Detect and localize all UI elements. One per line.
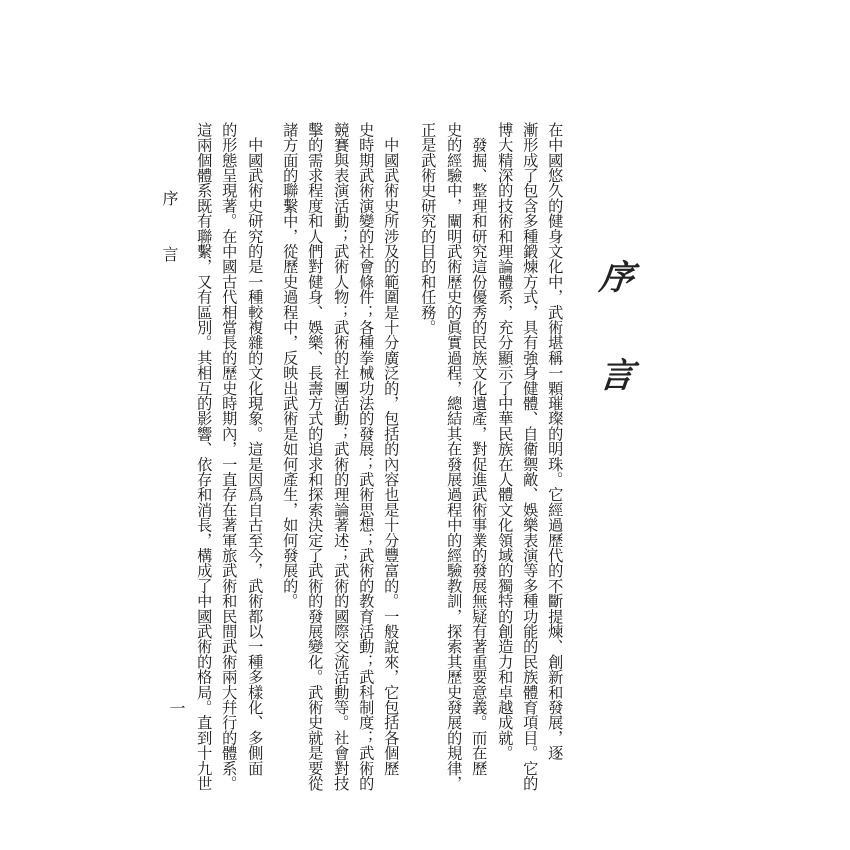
title-char-2: 言	[597, 356, 636, 396]
text-column-11: 諸方面的聯繫中，從歷史過程中，反映出武術是如何產生，如何發展的。	[281, 122, 300, 609]
page-number: 一	[167, 700, 186, 716]
text-column-4: 發掘、整理和研究這份優秀的民族文化遺產，對促進武術事業的發展無疑有著重要意義。而在歷	[470, 122, 489, 776]
text-column-2: 漸形成了包含多種鍛煉方式，具有強身健體、自衛禦敵、娛樂表演等多種功能的民族體育項目。它的	[521, 122, 540, 791]
text-column-8: 史時期武術演變的社會條件；各種拳械功法的發展；武術思想；武術的教育活動；武科制度；武術的	[357, 122, 376, 791]
text-column-1: 在中國悠久的健身文化中，武術堪稱一顆璀璨的明珠。它經過歷代的不斷提煉、創新和發展，逐	[546, 122, 565, 761]
text-column-13: 的形態呈現著。在中國古代相當長的歷史時期內，一直存在著軍旅武術和民間武術兩大幷行的體系。	[220, 122, 239, 791]
text-column-9: 競賽與表演活動；武術人物；武術的社團活動；武術的理論著述；武術的國際交流活動等。社會對技	[332, 122, 351, 791]
text-column-7: 中國武術史所涉及的範圍是十分廣泛的，包括的內容也是十分豐富的。一般說來，它包括各個歷	[382, 122, 401, 776]
title-char-1: 序	[597, 258, 636, 298]
text-column-6: 正是武術史研究的目的和任務。	[419, 122, 438, 335]
text-column-12: 中國武術史研究的是一種較複雜的文化現象。這是因爲自古至今，武術都以一種多樣化、多側面	[246, 122, 265, 776]
text-column-5: 史的經驗中，闡明武術歷史的眞實過程，總結其在發展過程中的經驗教訓，探索其歷史發展的規律，	[445, 122, 464, 791]
text-column-14: 這兩個體系既有聯繫，又有區別。其相互的影響、依存和消長，構成了中國武術的格局。直到十九世	[195, 122, 214, 791]
text-column-10: 擊的需求程度和人們對健身、娛樂、長壽方式的追求和探索決定了武術的發展變化。武術史就是要從	[306, 122, 325, 791]
text-column-3: 博大精深的技術和理論體系，充分顯示了中華民族在人體文化領域的獨特的創造力和卓越成就。	[496, 122, 515, 761]
running-head: 序言	[160, 190, 179, 302]
